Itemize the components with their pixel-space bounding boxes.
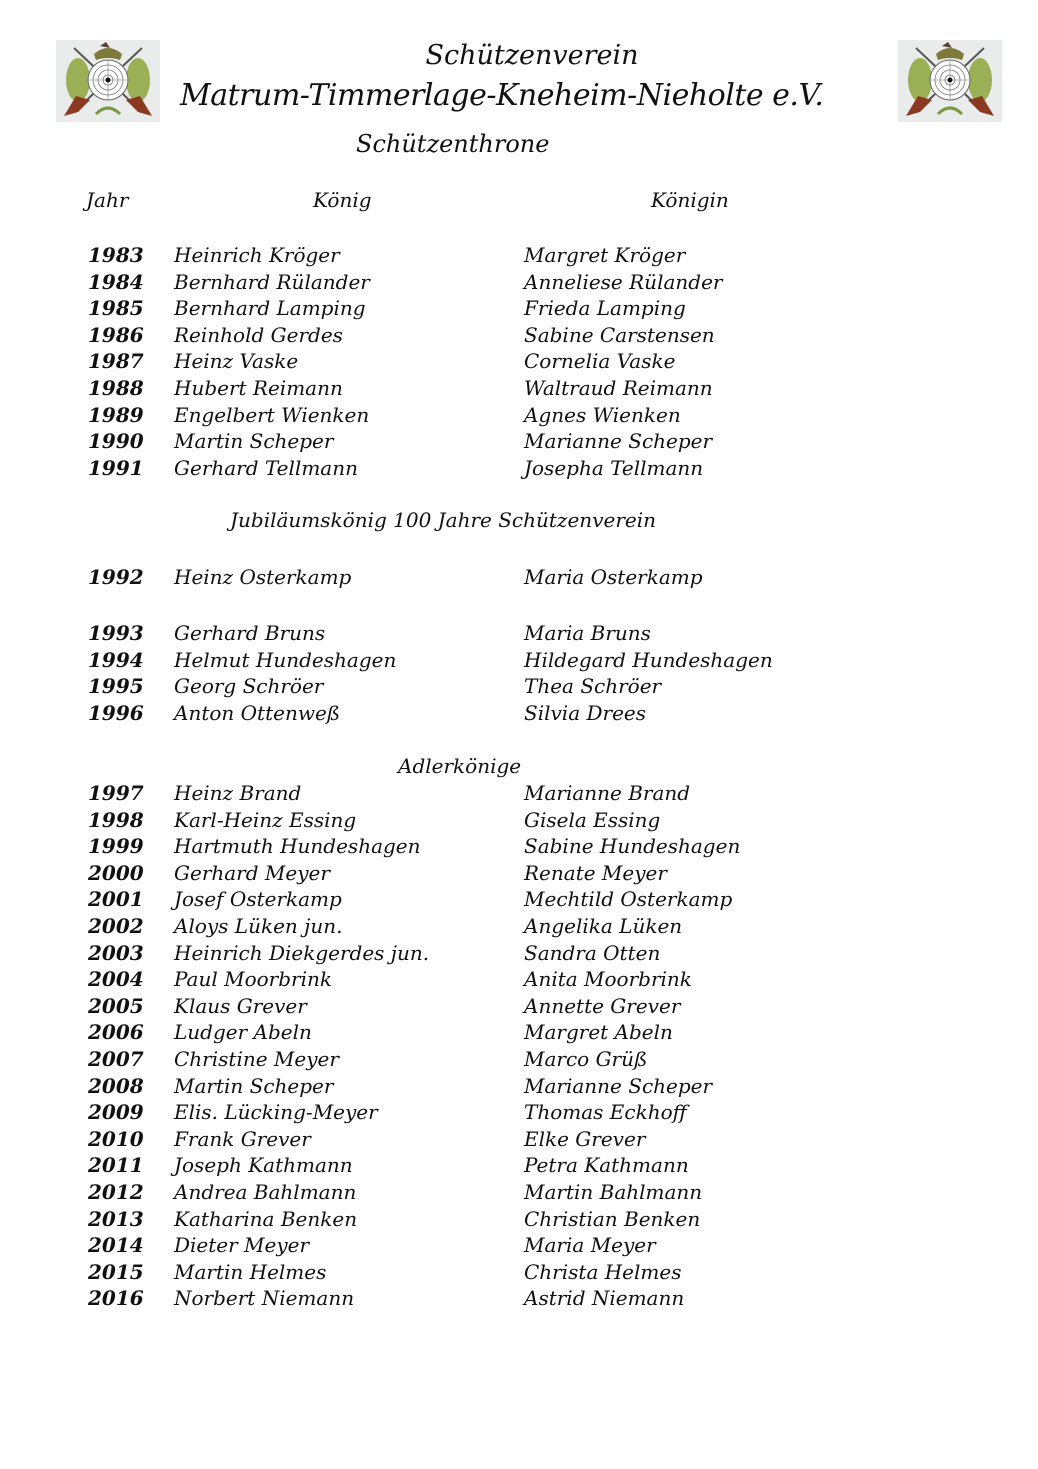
year-cell: 2001 — [88, 887, 144, 912]
king-cell: Hubert Reimann — [174, 376, 343, 400]
table-row — [0, 674, 1038, 700]
year-cell: 2012 — [88, 1180, 144, 1204]
queen-cell: Gisela Essing — [524, 807, 661, 832]
table-row — [0, 270, 1038, 296]
king-cell: Norbert Niemann — [174, 1286, 355, 1311]
year-cell: 2002 — [88, 914, 144, 938]
table-row — [0, 1074, 1038, 1100]
table-row — [0, 781, 1038, 807]
table-row — [0, 243, 1038, 269]
king-cell: Bernhard Rülander — [174, 269, 370, 294]
year-cell: 1990 — [88, 429, 144, 454]
page-subtitle: Schützenthrone — [356, 130, 550, 158]
year-cell: 1984 — [88, 269, 144, 294]
column-header-queen: Königin — [651, 188, 729, 212]
queen-cell: Margret Abeln — [524, 1020, 673, 1045]
king-cell: Gerhard Tellmann — [174, 455, 358, 480]
queen-cell: Sandra Otten — [524, 940, 661, 965]
king-cell: Frank Grever — [174, 1126, 311, 1151]
king-cell: Martin Scheper — [174, 429, 334, 454]
column-header-king: König — [313, 188, 372, 212]
table-row — [0, 1207, 1038, 1233]
king-cell: Dieter Meyer — [174, 1233, 310, 1258]
queen-cell: Silvia Drees — [524, 700, 647, 725]
year-cell: 2000 — [88, 860, 144, 885]
king-cell: Engelbert Wienken — [174, 402, 370, 427]
table-row — [0, 941, 1038, 967]
queen-cell: Marco Grüß — [524, 1047, 648, 1071]
year-cell: 1985 — [88, 296, 144, 321]
year-cell: 1991 — [88, 455, 144, 480]
table-row — [0, 1100, 1038, 1126]
table-row — [0, 1153, 1038, 1179]
queen-cell: Waltraud Reimann — [524, 376, 713, 400]
table-row — [0, 994, 1038, 1020]
king-cell: Klaus Grever — [174, 993, 307, 1018]
table-row — [0, 861, 1038, 887]
queen-cell: Anneliese Rülander — [524, 269, 723, 294]
table-row — [0, 1047, 1038, 1073]
queen-cell: Agnes Wienken — [524, 402, 681, 427]
year-cell: 2015 — [88, 1259, 144, 1284]
king-cell: Paul Moorbrink — [174, 967, 332, 992]
queen-cell: Maria Meyer — [524, 1233, 656, 1258]
table-row — [0, 429, 1038, 455]
table-row — [0, 1260, 1038, 1286]
table-row — [0, 621, 1038, 647]
year-cell: 1998 — [88, 807, 144, 832]
year-cell: 2006 — [88, 1020, 144, 1045]
king-cell: Heinrich Kröger — [174, 243, 340, 267]
king-cell: Helmut Hundeshagen — [174, 647, 397, 672]
king-cell: Karl-Heinz Essing — [174, 807, 357, 832]
queen-cell: Anita Moorbrink — [524, 967, 692, 992]
year-cell: 2014 — [88, 1233, 144, 1258]
year-cell: 1988 — [88, 376, 144, 400]
year-cell: 1994 — [88, 647, 144, 672]
table-row — [0, 1286, 1038, 1312]
table-row — [0, 834, 1038, 860]
section-heading: Adlerkönige — [398, 754, 522, 778]
king-cell: Ludger Abeln — [174, 1020, 312, 1045]
king-cell: Gerhard Meyer — [174, 860, 330, 885]
year-cell: 2004 — [88, 967, 144, 992]
year-cell: 1986 — [88, 322, 144, 347]
king-cell: Bernhard Lamping — [174, 296, 366, 321]
king-cell: Heinz Vaske — [174, 349, 299, 374]
queen-cell: Petra Kathmann — [524, 1153, 689, 1178]
queen-cell: Martin Bahlmann — [524, 1180, 703, 1204]
table-row — [0, 1020, 1038, 1046]
queen-cell: Mechtild Osterkamp — [524, 887, 733, 912]
year-cell: 2016 — [88, 1286, 144, 1311]
table-row — [0, 296, 1038, 322]
club-name-line2: Matrum-Timmerlage-Kneheim-Nieholte e.V. — [180, 78, 824, 113]
year-cell: 2007 — [88, 1047, 144, 1071]
year-cell: 1999 — [88, 834, 144, 859]
queen-cell: Hildegard Hundeshagen — [524, 647, 773, 672]
year-cell: 1993 — [88, 621, 144, 645]
queen-cell: Annette Grever — [524, 993, 681, 1018]
table-row — [0, 376, 1038, 402]
king-cell: Heinrich Diekgerdes jun. — [174, 940, 430, 965]
king-cell: Josef Osterkamp — [174, 887, 342, 912]
king-cell: Anton Ottenweß — [174, 700, 341, 725]
table-row — [0, 1233, 1038, 1259]
king-cell: Andrea Bahlmann — [174, 1180, 357, 1204]
section-heading: Jubiläumskönig 100 Jahre Schützenverein — [230, 508, 656, 532]
king-cell: Elis. Lücking-Meyer — [174, 1100, 378, 1125]
queen-cell: Frieda Lamping — [524, 296, 686, 321]
year-cell: 2011 — [88, 1153, 144, 1178]
table-row — [0, 1180, 1038, 1206]
table-row — [0, 323, 1038, 349]
king-cell: Heinz Brand — [174, 781, 302, 805]
queen-cell: Angelika Lüken — [524, 914, 683, 938]
queen-cell: Astrid Niemann — [524, 1286, 685, 1311]
table-row — [0, 701, 1038, 727]
king-cell: Christine Meyer — [174, 1047, 339, 1071]
year-cell: 2008 — [88, 1073, 144, 1098]
year-cell: 2005 — [88, 993, 144, 1018]
queen-cell: Thea Schröer — [524, 674, 662, 699]
king-cell: Martin Scheper — [174, 1073, 334, 1098]
table-row — [0, 648, 1038, 674]
table-row — [0, 1127, 1038, 1153]
year-cell: 2009 — [88, 1100, 144, 1125]
queen-cell: Sabine Carstensen — [524, 322, 715, 347]
year-cell: 1992 — [88, 565, 144, 589]
queen-cell: Josepha Tellmann — [524, 455, 704, 480]
king-cell: Gerhard Bruns — [174, 621, 326, 645]
year-cell: 2013 — [88, 1206, 144, 1231]
queen-cell: Renate Meyer — [524, 860, 667, 885]
king-cell: Katharina Benken — [174, 1206, 358, 1231]
queen-cell: Christa Helmes — [524, 1259, 682, 1284]
queen-cell: Thomas Eckhoff — [524, 1100, 687, 1125]
table-row — [0, 887, 1038, 913]
queen-cell: Sabine Hundeshagen — [524, 834, 741, 859]
table-row — [0, 565, 1038, 591]
year-cell: 1995 — [88, 674, 144, 699]
table-row — [0, 403, 1038, 429]
column-header-year: Jahr — [86, 188, 129, 212]
year-cell: 1983 — [88, 243, 144, 267]
year-cell: 1997 — [88, 781, 144, 805]
table-row — [0, 808, 1038, 834]
king-cell: Heinz Osterkamp — [174, 565, 352, 589]
king-cell: Hartmuth Hundeshagen — [174, 834, 421, 859]
king-cell: Georg Schröer — [174, 674, 324, 699]
year-cell: 2010 — [88, 1126, 144, 1151]
table-row — [0, 914, 1038, 940]
king-cell: Martin Helmes — [174, 1259, 327, 1284]
queen-cell: Maria Osterkamp — [524, 565, 703, 589]
year-cell: 1989 — [88, 402, 144, 427]
queen-cell: Margret Kröger — [524, 243, 686, 267]
club-name-line1: Schützenverein — [425, 40, 639, 71]
queen-cell: Marianne Scheper — [524, 1073, 713, 1098]
year-cell: 2003 — [88, 940, 144, 965]
king-cell: Aloys Lüken jun. — [174, 914, 343, 938]
year-cell: 1996 — [88, 700, 144, 725]
queen-cell: Christian Benken — [524, 1206, 701, 1231]
table-row — [0, 967, 1038, 993]
queen-cell: Marianne Scheper — [524, 429, 713, 454]
year-cell: 1987 — [88, 349, 144, 374]
king-cell: Reinhold Gerdes — [174, 322, 343, 347]
queen-cell: Marianne Brand — [524, 781, 691, 805]
table-row — [0, 349, 1038, 375]
table-row — [0, 456, 1038, 482]
queen-cell: Maria Bruns — [524, 621, 651, 645]
queen-cell: Elke Grever — [524, 1126, 646, 1151]
queen-cell: Cornelia Vaske — [524, 349, 676, 374]
king-cell: Joseph Kathmann — [174, 1153, 353, 1178]
